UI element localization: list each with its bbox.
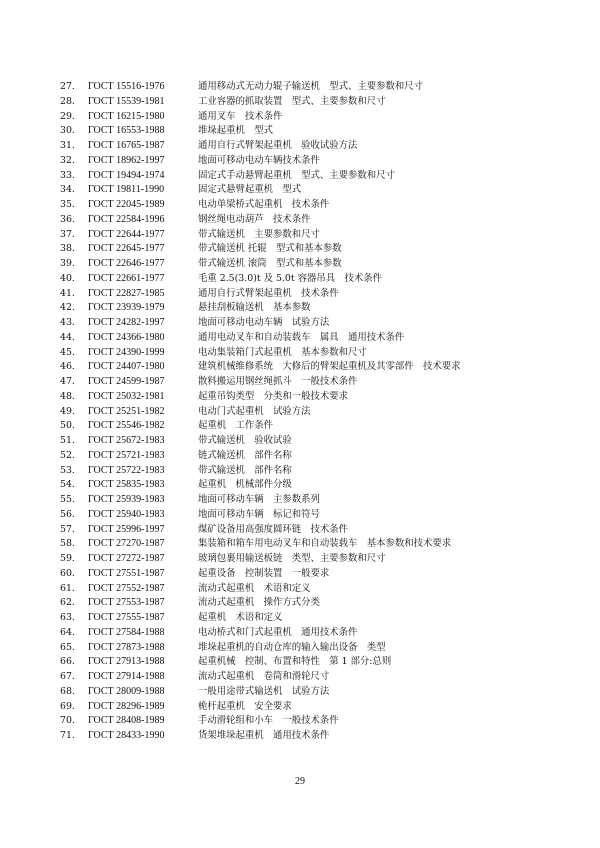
standard-title: 起重吊钩类型 分类和一般技术要求	[198, 390, 349, 402]
item-number: 52.	[60, 449, 75, 461]
standard-title: 链式输送机 部件名称	[198, 449, 292, 461]
list-item	[0, 375, 600, 390]
item-number: 42.	[60, 302, 75, 314]
item-number: 28.	[60, 95, 75, 107]
list-item	[0, 434, 600, 449]
list-item	[0, 154, 600, 169]
standard-code: ГОСТ 25939-1983	[88, 494, 165, 505]
standard-title: 起重机 术语和定义	[198, 612, 283, 623]
item-number: 35.	[60, 199, 75, 210]
item-number: 41.	[60, 287, 75, 299]
standard-code: ГОСТ 24282-1997	[88, 317, 165, 328]
list-item	[0, 346, 600, 361]
standard-code: ГОСТ 16553-1988	[88, 125, 165, 137]
standard-title: 毛重 2.5(3.0)t 及 5.0t 容器吊具 技术条件	[198, 272, 382, 284]
standard-code: ГОСТ 15539-1981	[88, 95, 165, 107]
list-item	[0, 242, 600, 257]
item-number: 37.	[60, 228, 75, 240]
standard-title: 带式输送机 验收试验	[198, 435, 292, 446]
standard-code: ГОСТ 16215-1980	[88, 110, 165, 122]
list-item	[0, 272, 600, 287]
list-item	[0, 139, 600, 154]
list-item	[0, 110, 600, 125]
standard-title: 带式输送机 主要参数和尺寸	[198, 228, 320, 240]
standard-code: ГОСТ 22584-1996	[88, 213, 165, 225]
list-item	[0, 405, 600, 420]
list-item	[0, 641, 600, 656]
standard-title: 电动单梁桥式起重机 技术条件	[198, 199, 330, 210]
item-number: 49.	[60, 405, 75, 417]
item-number: 45.	[60, 346, 75, 358]
standard-code: ГОСТ 15516-1976	[88, 81, 165, 92]
item-number: 33.	[60, 169, 75, 181]
standard-title: 带式输送机 部件名称	[198, 464, 292, 476]
standard-title: 起重设备 控制装置 一般要求	[198, 567, 330, 579]
list-item	[0, 523, 600, 538]
item-number: 44.	[60, 331, 75, 343]
list-item	[0, 360, 600, 375]
standard-code: ГОСТ 16765-1987	[88, 140, 165, 151]
item-number: 60.	[60, 567, 75, 579]
standard-code: ГОСТ 22644-1977	[88, 228, 165, 240]
standard-title: 通用移动式无动力辊子输送机 型式、主要参数和尺寸	[198, 81, 424, 92]
item-number: 69.	[60, 700, 75, 712]
item-number: 46.	[60, 361, 75, 373]
list-item	[0, 95, 600, 110]
item-number: 40.	[60, 272, 75, 284]
list-item	[0, 257, 600, 272]
list-item	[0, 80, 600, 95]
item-number: 59.	[60, 553, 75, 564]
standard-code: ГОСТ 27551-1987	[88, 567, 165, 579]
standard-code: ГОСТ 27555-1987	[88, 612, 165, 623]
standard-title: 固定式手动悬臂起重机 型式、主要参数和尺寸	[198, 169, 395, 181]
list-item	[0, 537, 600, 552]
list-item	[0, 478, 600, 493]
standard-code: ГОСТ 27553-1987	[88, 597, 165, 609]
standard-code: ГОСТ 23939-1979	[88, 302, 165, 314]
list-item	[0, 419, 600, 434]
list-item	[0, 567, 600, 582]
standard-code: ГОСТ 24366-1980	[88, 331, 165, 343]
standard-title: 起重机 机械部件分级	[198, 479, 292, 491]
standards-list	[0, 80, 600, 744]
list-item	[0, 729, 600, 744]
standard-title: 货架堆垛起重机 通用技术条件	[198, 730, 330, 741]
item-number: 70.	[60, 715, 75, 727]
list-item	[0, 301, 600, 316]
standard-code: ГОСТ 28296-1989	[88, 700, 165, 712]
standard-title: 一般用途带式输送机 试验方法	[198, 685, 330, 697]
standard-title: 堆垛起重机的自动仓库的输入输出设备 类型	[198, 641, 386, 653]
standard-code: ГОСТ 25940-1983	[88, 508, 165, 520]
item-number: 43.	[60, 317, 75, 328]
item-number: 29.	[60, 110, 75, 122]
list-item	[0, 169, 600, 184]
list-item	[0, 700, 600, 715]
standard-code: ГОСТ 22827-1985	[88, 287, 165, 299]
standard-code: ГОСТ 22645-1977	[88, 243, 165, 255]
standard-code: ГОСТ 25032-1981	[88, 390, 165, 402]
standard-code: ГОСТ 22045-1989	[88, 199, 165, 210]
standard-code: ГОСТ 25722-1983	[88, 464, 165, 476]
list-item	[0, 670, 600, 685]
standard-code: ГОСТ 25835-1983	[88, 479, 165, 491]
item-number: 31.	[60, 140, 75, 151]
standard-title: 通用电动叉车和自动装载车 属具 通用技术条件	[198, 331, 405, 343]
item-number: 47.	[60, 376, 75, 387]
list-item	[0, 508, 600, 523]
standard-code: ГОСТ 22661-1977	[88, 272, 165, 284]
page-number: 29	[295, 776, 305, 787]
standard-title: 悬挂刮板输送机 基本参数	[198, 302, 311, 314]
list-item	[0, 714, 600, 729]
standard-title: 地面可移动电动车辆 试验方法	[198, 317, 330, 328]
list-item	[0, 552, 600, 567]
standard-title: 流动式起重机 操作方式分类	[198, 597, 320, 609]
standard-code: ГОСТ 27584-1988	[88, 626, 165, 638]
list-item	[0, 655, 600, 670]
standard-title: 散料搬运用钢丝绳抓斗 一般技术条件	[198, 376, 358, 387]
standard-code: ГОСТ 28009-1988	[88, 685, 165, 697]
list-item	[0, 582, 600, 597]
item-number: 32.	[60, 154, 75, 166]
standard-title: 带式输送机 滚筒 型式和基本参数	[198, 258, 342, 269]
standard-title: 建筑机械维修系统 大修后的臂架起重机及其零部件 技术要求	[198, 361, 461, 373]
list-item	[0, 213, 600, 228]
standard-code: ГОСТ 19811-1990	[88, 184, 165, 196]
item-number: 50.	[60, 420, 75, 432]
item-number: 67.	[60, 671, 75, 682]
item-number: 62.	[60, 597, 75, 609]
item-number: 66.	[60, 656, 75, 668]
standard-title: 带式输送机 托辊 型式和基本参数	[198, 243, 342, 255]
item-number: 38.	[60, 243, 75, 255]
standard-code: ГОСТ 28433-1990	[88, 730, 165, 741]
item-number: 61.	[60, 582, 75, 594]
item-number: 54.	[60, 479, 75, 491]
standard-title: 通用自行式臂架起重机 技术条件	[198, 287, 339, 299]
standard-code: ГОСТ 27552-1987	[88, 582, 165, 594]
list-item	[0, 183, 600, 198]
list-item	[0, 685, 600, 700]
list-item	[0, 493, 600, 508]
item-number: 65.	[60, 641, 75, 653]
standard-title: 通用自行式臂架起重机 验收试验方法	[198, 140, 358, 151]
item-number: 34.	[60, 184, 75, 196]
standard-title: 钢丝绳电动葫芦 技术条件	[198, 213, 311, 225]
standard-code: ГОСТ 22646-1977	[88, 258, 165, 269]
standard-code: ГОСТ 24390-1999	[88, 346, 165, 358]
standard-code: ГОСТ 27914-1988	[88, 671, 165, 682]
item-number: 57.	[60, 523, 75, 535]
item-number: 63.	[60, 612, 75, 623]
standard-title: 流动式起重机 术语和定义	[198, 582, 311, 594]
item-number: 68.	[60, 685, 75, 697]
standard-code: ГОСТ 25672-1983	[88, 435, 165, 446]
item-number: 64.	[60, 626, 75, 638]
item-number: 51.	[60, 435, 75, 446]
standard-title: 起重机械 控制、布置和特性 第 1 部分:总则	[198, 656, 392, 668]
item-number: 30.	[60, 125, 75, 137]
standard-title: 玻璃包裹用输送板链 类型、主要参数和尺寸	[198, 553, 386, 564]
standard-title: 通用叉车 技术条件	[198, 110, 283, 122]
standard-code: ГОСТ 19494-1974	[88, 169, 165, 181]
standard-code: ГОСТ 25546-1982	[88, 420, 165, 432]
list-item	[0, 287, 600, 302]
standard-title: 集装箱和箱车用电动叉车和自动装载车 基本参数和技术要求	[198, 538, 452, 550]
list-item	[0, 390, 600, 405]
list-item	[0, 228, 600, 243]
item-number: 39.	[60, 258, 75, 269]
list-item	[0, 626, 600, 641]
standard-title: 电动桥式和门式起重机 通用技术条件	[198, 626, 358, 638]
standard-title: 起重机 工作条件	[198, 420, 274, 432]
standard-code: ГОСТ 28408-1989	[88, 715, 165, 727]
standard-title: 流动式起重机 卷筒和滑轮尺寸	[198, 671, 330, 682]
standard-code: ГОСТ 24599-1987	[88, 376, 165, 387]
standard-title: 煤矿设备用高强度圆环链 技术条件	[198, 523, 349, 535]
standard-code: ГОСТ 25721-1983	[88, 449, 165, 461]
item-number: 53.	[60, 464, 75, 476]
list-item	[0, 331, 600, 346]
standard-title: 地面可移动车辆 主参数系列	[198, 494, 320, 505]
standard-code: ГОСТ 27873-1988	[88, 641, 165, 653]
standard-title: 固定式悬臂起重机 型式	[198, 184, 302, 196]
standard-code: ГОСТ 27272-1987	[88, 553, 165, 564]
list-item	[0, 198, 600, 213]
list-item	[0, 596, 600, 611]
standard-title: 工业容器的抓取装置 型式、主要参数和尺寸	[198, 95, 386, 107]
item-number: 36.	[60, 213, 75, 225]
standard-title: 桅杆起重机 安全要求	[198, 700, 292, 712]
item-number: 48.	[60, 390, 75, 402]
standard-title: 地面可移动车辆 标记和符号	[198, 508, 320, 520]
list-item	[0, 124, 600, 139]
standard-code: ГОСТ 27913-1988	[88, 656, 165, 668]
item-number: 71.	[60, 730, 75, 741]
list-item	[0, 464, 600, 479]
standard-code: ГОСТ 25251-1982	[88, 405, 165, 417]
standard-title: 地面可移动电动车辆技术条件	[198, 154, 320, 166]
item-number: 55.	[60, 494, 75, 505]
standard-code: ГОСТ 18962-1997	[88, 154, 165, 166]
item-number: 58.	[60, 538, 75, 550]
item-number: 56.	[60, 508, 75, 520]
standard-title: 堆垛起重机 型式	[198, 125, 274, 137]
standard-code: ГОСТ 24407-1980	[88, 361, 165, 373]
standard-code: ГОСТ 27270-1987	[88, 538, 165, 550]
standard-code: ГОСТ 25996-1997	[88, 523, 165, 535]
list-item	[0, 449, 600, 464]
item-number: 27.	[60, 81, 75, 92]
standard-title: 电动集装箱门式起重机 基本参数和尺寸	[198, 346, 367, 358]
standard-title: 手动滑轮组和小车 一般技术条件	[198, 715, 339, 727]
standard-title: 电动门式起重机 试验方法	[198, 405, 311, 417]
list-item	[0, 611, 600, 626]
list-item	[0, 316, 600, 331]
